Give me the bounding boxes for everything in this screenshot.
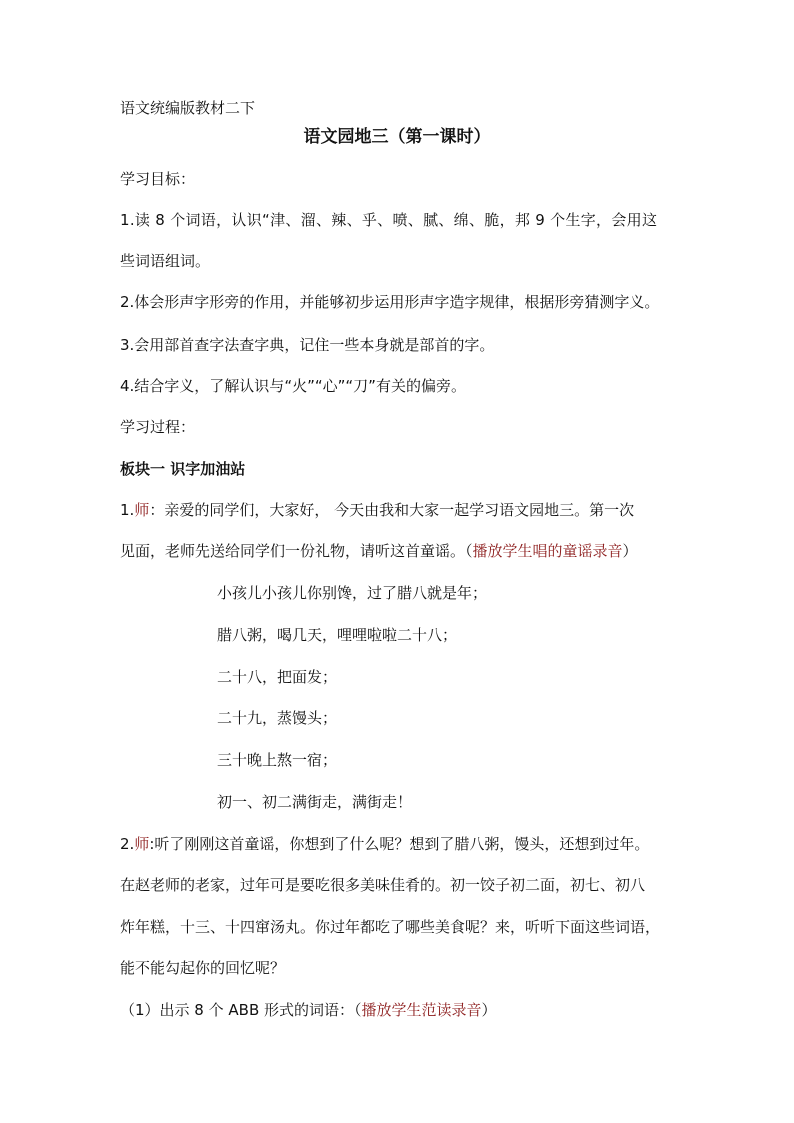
step2-line3: 炸年糕，十三、十四窜汤丸。你过年都吃了哪些美食呢？来，听听下面这些词语， — [120, 918, 661, 936]
substep1-line — [120, 1000, 497, 1020]
substep1-close-paren: ） — [481, 1001, 497, 1019]
objective-1-line2: 些词语组词。 — [120, 252, 211, 270]
section-title: 板块一 识字加油站 — [120, 460, 246, 478]
rhyme-line-6: 初一、初二满街走，满街走！ — [217, 793, 413, 811]
step1-line1 — [120, 500, 634, 520]
objectives-heading: 学习目标： — [120, 170, 196, 188]
audio-cue-2: 播放学生范读录音 — [361, 1001, 482, 1019]
process-heading: 学习过程： — [120, 418, 196, 436]
rhyme-line-5: 三十晚上熬一宿； — [217, 751, 338, 769]
teacher-label-2: 师 — [134, 835, 150, 853]
step2-line1 — [120, 834, 649, 854]
step2-number: 2. — [120, 835, 135, 853]
step2-line4: 能不能勾起你的回忆呢？ — [120, 959, 286, 977]
step1-line2 — [120, 541, 638, 561]
step1-close-paren: ） — [622, 542, 638, 560]
substep1-text: （1）出示 8 个 ABB 形式的词语：（ — [120, 1001, 362, 1019]
objective-3: 3.会用部首查字法查字典，记住一些本身就是部首的字。 — [120, 336, 495, 354]
step1-text2: 见面，老师先送给同学们一份礼物，请听这首童谣。（ — [120, 542, 473, 560]
rhyme-line-2: 腊八粥，喝几天，哩哩啦啦二十八； — [217, 626, 458, 644]
teacher-label: 师 — [134, 501, 150, 519]
step1-text: ：亲爱的同学们，大家好， 今天由我和大家一起学习语文园地三。第一次 — [149, 501, 635, 519]
objective-2: 2.体会形声字形旁的作用，并能够初步运用形声字造字规律，根据形旁猜测字义。 — [120, 293, 660, 311]
page-title: 语文园地三（第一课时） — [303, 127, 491, 147]
step2-line2: 在赵老师的老家，过年可是要吃很多美味佳肴的。初一饺子初二面，初七、初八 — [120, 876, 646, 894]
step1-number: 1. — [120, 501, 135, 519]
rhyme-line-4: 二十九，蒸馒头； — [217, 709, 338, 727]
source-label: 语文统编版教材二下 — [120, 99, 256, 117]
rhyme-line-1: 小孩儿小孩儿你别馋，过了腊八就是年； — [217, 584, 488, 602]
step2-text: :听了刚刚这首童谣，你想到了什么呢？想到了腊八粥，馒头，还想到过年。 — [149, 835, 650, 853]
rhyme-line-3: 二十八，把面发； — [217, 668, 338, 686]
audio-cue: 播放学生唱的童谣录音 — [472, 542, 623, 560]
objective-1-line1: 1.读 8 个词语，认识“津、溜、辣、乎、喷、腻、绵、脆，邦 9 个生字，会用这 — [120, 211, 658, 229]
objective-4: 4.结合字义，了解认识与“火”“心”“刀”有关的偏旁。 — [120, 377, 466, 395]
